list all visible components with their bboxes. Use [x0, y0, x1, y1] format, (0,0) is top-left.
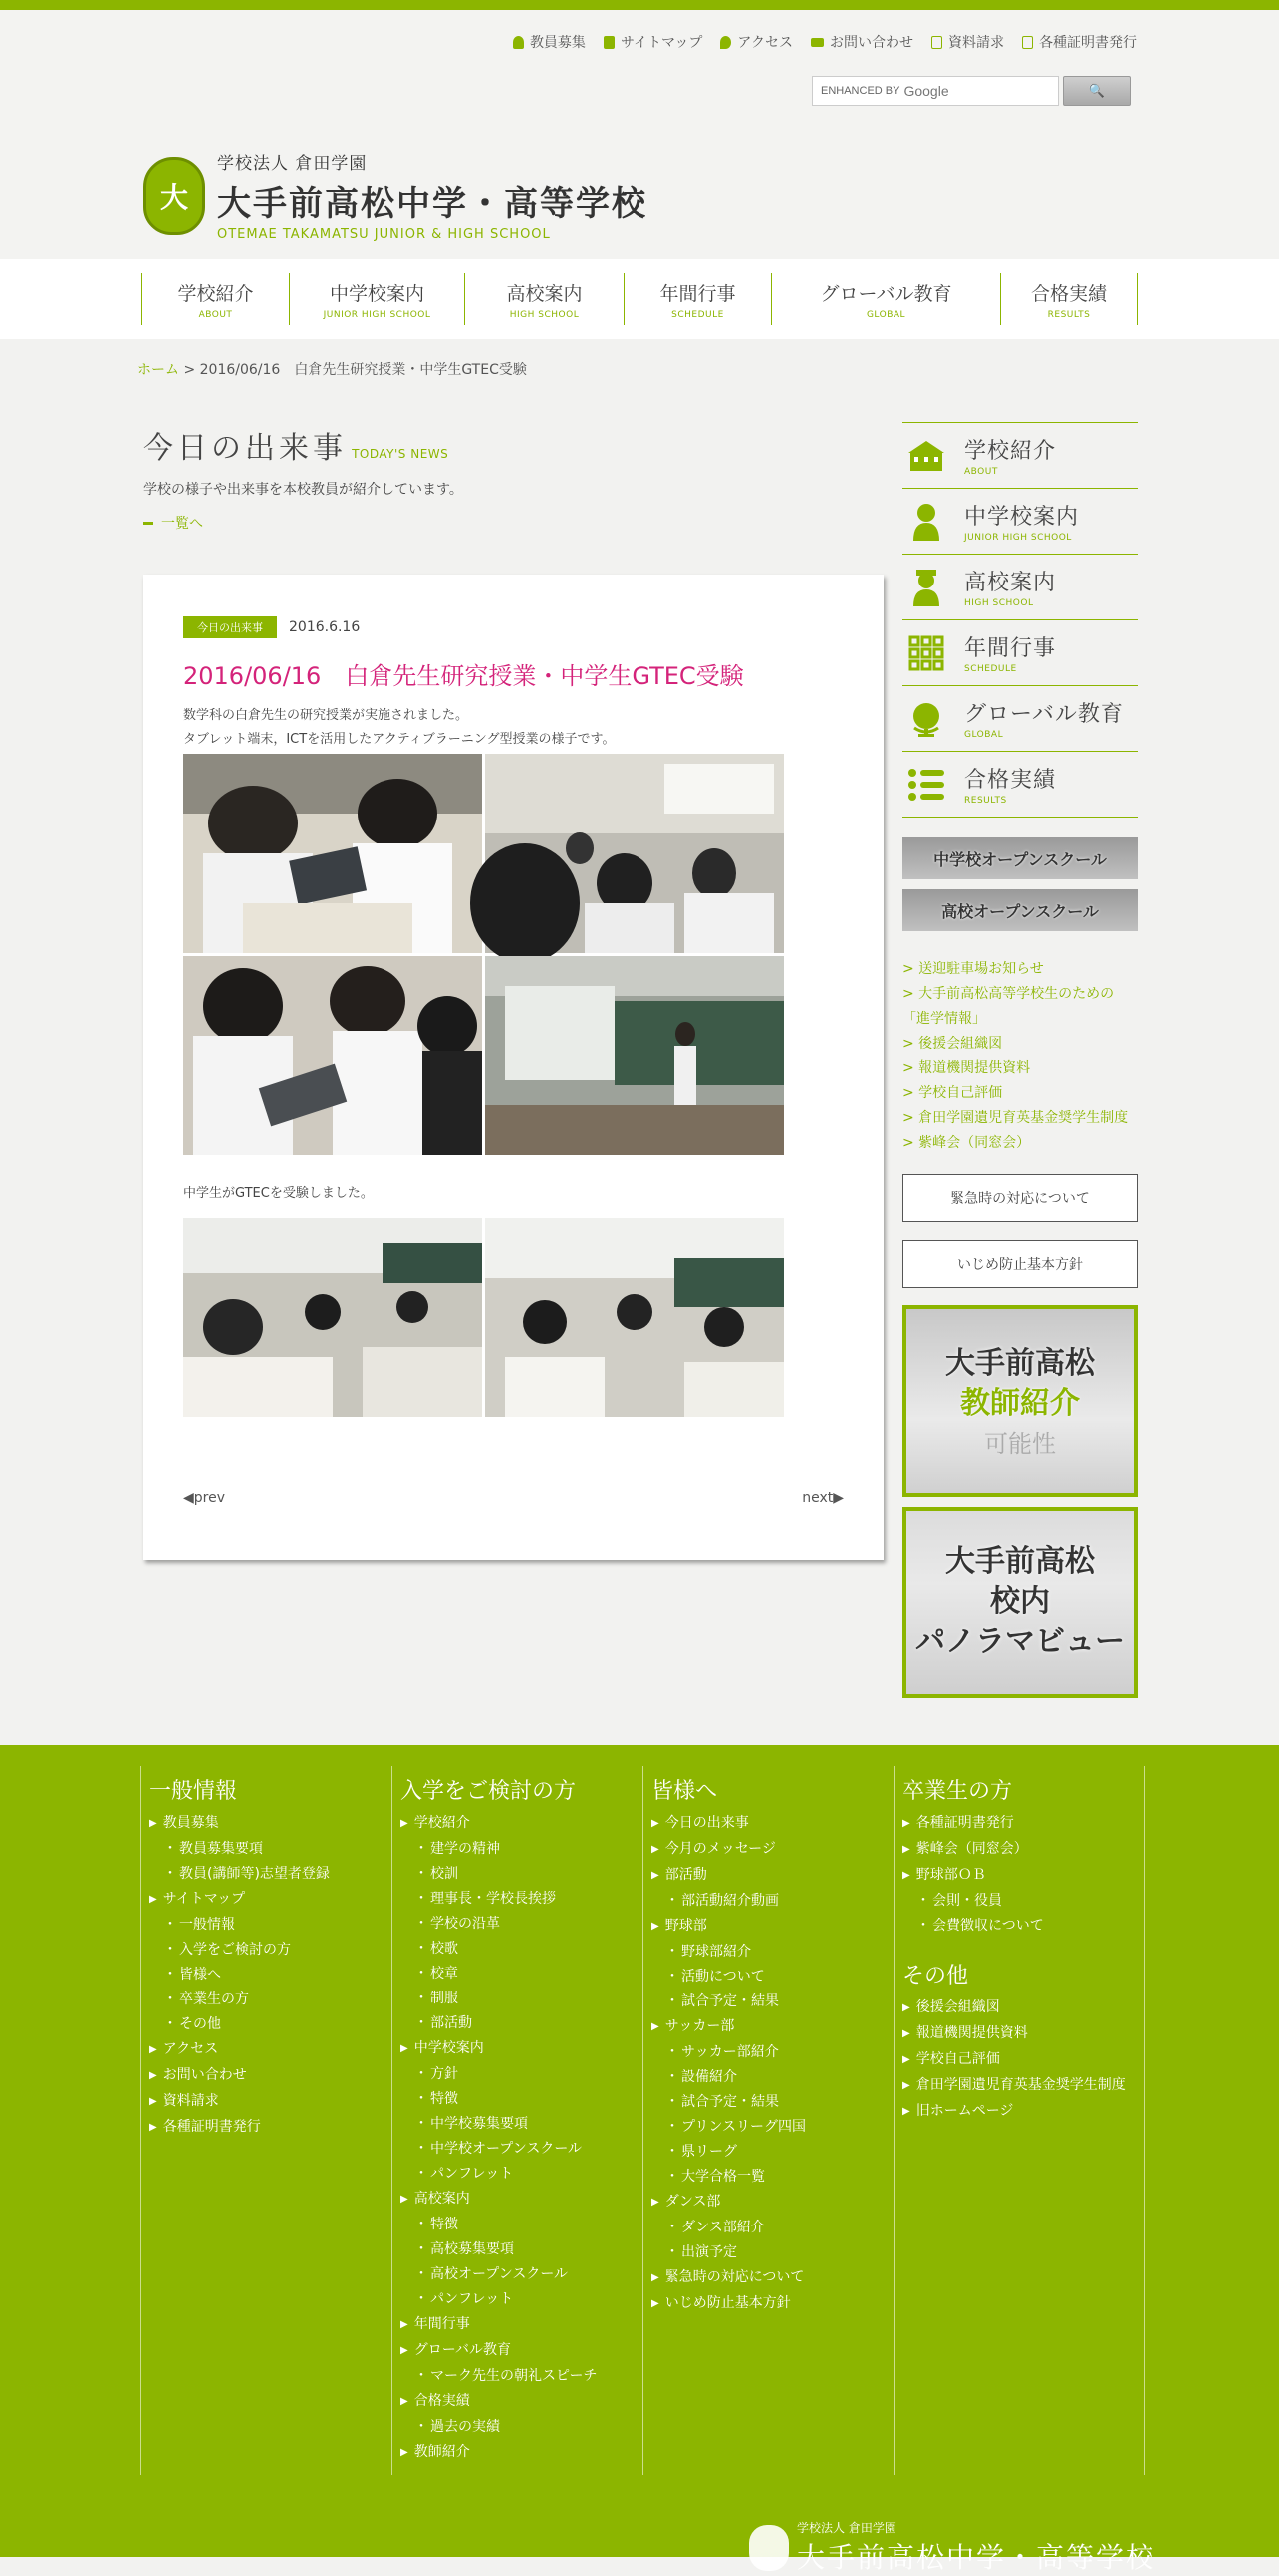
logo-title: 大手前高松中学・高等学校 — [217, 184, 647, 224]
footer-link[interactable]: ・ 大学合格一覧 — [651, 2165, 894, 2190]
article-paragraph: 中学生がGTECを受験しました。 — [183, 1186, 374, 1201]
side-item-results[interactable] — [902, 752, 1138, 818]
footer-link[interactable]: ・ 中学校募集要項 — [400, 2112, 642, 2137]
footer-link[interactable]: ▶ 報道機関提供資料 — [902, 2021, 1144, 2047]
footer-logo-subtitle: 学校法人 倉田学園 — [797, 2521, 896, 2535]
list-icon — [906, 765, 946, 805]
gnav-label: 中学校案内 — [329, 282, 424, 305]
side-item-label: 高校案内 — [964, 571, 1057, 595]
prev-link[interactable]: ◀prev — [183, 1490, 225, 1506]
footer-link[interactable]: ・ 部活動紹介動画 — [651, 1889, 894, 1914]
footer-link[interactable]: ・ 一般情報 — [149, 1913, 391, 1938]
footer-link[interactable]: ▶ サッカー部 — [651, 2014, 894, 2040]
footer-link[interactable]: ・ 中学校オープンスクール — [400, 2137, 642, 2162]
util-link-recruit[interactable] — [513, 32, 586, 52]
crest-letter: 大 — [159, 180, 188, 214]
dash-icon — [143, 522, 153, 525]
footer-link[interactable]: ・ 入学をご検討の方 — [149, 1938, 391, 1963]
footer-link[interactable]: ・ 校歌 — [400, 1937, 642, 1962]
footer-link[interactable]: ▶ 教師紹介 — [400, 2440, 642, 2465]
footer-heading: 皆様へ — [651, 1779, 718, 1804]
back-label: 一覧へ — [161, 516, 203, 532]
side-link[interactable]: > 紫峰会（同窓会） — [902, 1135, 1031, 1151]
footer-link[interactable]: ▶ ダンス部 — [651, 2190, 894, 2216]
photo-tablet-lesson-2[interactable] — [183, 956, 482, 1155]
util-label: 各種証明書発行 — [1039, 35, 1137, 51]
side-item-label-en: JUNIOR HIGH SCHOOL — [964, 533, 1072, 543]
side-link[interactable]: > 報道機関提供資料 — [902, 1060, 1031, 1076]
footer-link[interactable]: ▶ 倉田学園遺児育英基金奨学生制度 — [902, 2073, 1144, 2099]
util-label: 教員募集 — [529, 35, 586, 51]
footer-link[interactable]: ・ マーク先生の朝礼スピーチ — [400, 2364, 642, 2389]
footer-link[interactable]: ▶ 教員募集 — [149, 1811, 391, 1837]
footer-link[interactable]: ・ 方針 — [400, 2062, 642, 2087]
footer-link[interactable]: ・ 出演予定 — [651, 2240, 894, 2265]
footer-link[interactable]: ▶ お問い合わせ — [149, 2063, 391, 2089]
footer-link[interactable]: ▶ 部活動 — [651, 1863, 894, 1889]
global-nav — [0, 259, 1279, 339]
gnav-label: グローバル教育 — [820, 282, 952, 305]
footer-link[interactable]: ▶ 各種証明書発行 — [902, 1811, 1144, 1837]
gnav-label: 学校紹介 — [177, 282, 254, 305]
banner-line: パノラマビュー — [915, 1624, 1125, 1659]
logo-english: OTEMAE TAKAMATSU JUNIOR & HIGH SCHOOL — [217, 227, 551, 242]
side-item-label: 学校紹介 — [964, 439, 1057, 464]
search-brand: Google — [903, 83, 949, 99]
breadcrumb-current: 2016/06/16 白倉先生研究授業・中学生GTEC受験 — [199, 362, 527, 378]
footer-link[interactable]: ・ 高校オープンスクール — [400, 2262, 642, 2287]
footer-link[interactable]: ・ 高校募集要項 — [400, 2237, 642, 2262]
side-item-label: 年間行事 — [964, 636, 1057, 661]
util-link-brochure[interactable] — [931, 32, 1004, 52]
category-badge[interactable]: 今日の出来事 — [183, 616, 277, 638]
side-item-label-en: HIGH SCHOOL — [964, 598, 1034, 608]
footer-link[interactable]: ・ 過去の実績 — [400, 2415, 642, 2440]
footer-link[interactable]: ・ 県リーグ — [651, 2140, 894, 2165]
footer-link[interactable]: ・ 設備紹介 — [651, 2065, 894, 2090]
footer-link[interactable]: ・ 会則・役員 — [902, 1889, 1144, 1914]
banner-line: 教師紹介 — [960, 1385, 1080, 1421]
side-item-schedule[interactable] — [902, 620, 1138, 686]
footer-link[interactable]: ・ 会費徴収について — [902, 1914, 1144, 1939]
util-link-access[interactable] — [720, 32, 793, 52]
side-link[interactable]: > 後援会組織図 — [902, 1036, 1003, 1052]
section-header — [143, 423, 463, 499]
footer-link[interactable]: ・ 卒業生の方 — [149, 1988, 391, 2012]
mail-icon — [811, 38, 824, 47]
footer-link[interactable]: ・ サッカー部紹介 — [651, 2040, 894, 2065]
footer-heading: その他 — [902, 1964, 969, 1989]
photo-gtec-exam-2[interactable] — [485, 1218, 784, 1417]
junior-open-school-button[interactable]: 中学校オープンスクール — [902, 837, 1138, 879]
footer-link[interactable]: ・ 活動について — [651, 1965, 894, 1990]
calendar-grid-icon — [906, 633, 946, 673]
site-header — [0, 10, 1279, 259]
side-link[interactable]: > 大手前高松高等学校生のための — [902, 986, 1115, 1002]
banner-line: 校内 — [990, 1584, 1050, 1619]
breadcrumb-home[interactable]: ホーム — [137, 362, 179, 378]
footer-column — [642, 1766, 894, 2475]
side-item-label-en: SCHEDULE — [964, 664, 1017, 674]
site-search — [812, 76, 1131, 106]
site-footer — [0, 1745, 1279, 2574]
footer-link[interactable]: ・ 試合予定・結果 — [651, 2090, 894, 2115]
footer-link[interactable]: ・ パンフレット — [400, 2162, 642, 2187]
footer-link[interactable]: ・ パンフレット — [400, 2287, 642, 2312]
search-placeholder: ENHANCED BY — [821, 85, 900, 97]
student-icon — [906, 502, 946, 542]
util-label: 資料請求 — [948, 35, 1004, 51]
globe-icon — [906, 699, 946, 739]
gnav-item-schedule[interactable] — [624, 273, 771, 325]
footer-link[interactable]: ▶ 紫峰会（同窓会） — [902, 1837, 1144, 1863]
school-building-icon — [906, 436, 946, 476]
footer-link[interactable]: ・ 野球部紹介 — [651, 1940, 894, 1965]
photo-grid-lesson — [183, 754, 784, 1155]
search-button[interactable] — [1063, 76, 1131, 106]
footer-link[interactable]: ▶ 野球部ＯＢ — [902, 1863, 1144, 1889]
footer-heading: 一般情報 — [149, 1779, 238, 1804]
footer-link[interactable]: ▶ 旧ホームページ — [902, 2099, 1144, 2125]
section-title-en: TODAY'S NEWS — [352, 447, 449, 461]
footer-link[interactable]: ▶ 高校案内 — [400, 2187, 642, 2213]
side-item-label: 合格実績 — [964, 768, 1057, 793]
footer-column — [391, 1766, 642, 2475]
gnav-label-en: GLOBAL — [866, 309, 906, 320]
certificate-icon — [1022, 36, 1033, 49]
section-description: 学校の様子や出来事を本校教員が紹介しています。 — [143, 482, 463, 498]
map-pin-icon — [720, 36, 731, 49]
side-item-label-en: GLOBAL — [964, 730, 1004, 740]
article-paragraph: 数学科の白倉先生の研究授業が実施されました。 — [183, 708, 469, 723]
footer-link[interactable]: ▶ いじめ防止基本方針 — [651, 2291, 894, 2317]
footer-link[interactable]: ▶ 後援会組織図 — [902, 1995, 1144, 2021]
sitemap-icon — [604, 36, 615, 49]
footer-link[interactable]: ・ 特徴 — [400, 2087, 642, 2112]
sidebar — [902, 422, 1138, 1698]
side-item-label: 中学校案内 — [964, 505, 1080, 530]
banner-line: 可能性 — [984, 1429, 1056, 1458]
gnav-label-en: HIGH SCHOOL — [509, 309, 580, 320]
utility-nav — [513, 32, 1137, 52]
gnav-item-about[interactable] — [141, 273, 289, 325]
side-links — [902, 957, 1138, 1156]
footer-link[interactable]: ・ 校訓 — [400, 1862, 642, 1887]
footer-link[interactable]: ・ 教員募集要項 — [149, 1837, 391, 1862]
util-link-certificate[interactable] — [1022, 32, 1137, 52]
gnav-label-en: RESULTS — [1047, 309, 1091, 320]
banner-line: 大手前高松 — [945, 1345, 1095, 1381]
article-card — [143, 575, 884, 1560]
footer-link[interactable]: ▶ 中学校案内 — [400, 2036, 642, 2062]
gnav-label-en: ABOUT — [198, 309, 233, 320]
footer-link[interactable]: ・ 試合予定・結果 — [651, 1990, 894, 2014]
footer-link[interactable]: ・ その他 — [149, 2012, 391, 2037]
footer-column — [894, 1766, 1145, 2475]
school-crest-icon — [143, 157, 205, 235]
footer-link[interactable]: ▶ グローバル教育 — [400, 2338, 642, 2364]
article-text-1 — [183, 704, 615, 752]
breadcrumb — [137, 359, 527, 379]
gnav-label-en: SCHEDULE — [671, 309, 724, 320]
util-link-contact[interactable] — [811, 32, 913, 52]
side-item-junior[interactable] — [902, 489, 1138, 555]
footer-columns — [140, 1766, 1145, 2475]
footer-link[interactable]: ▶ サイトマップ — [149, 1887, 391, 1913]
student-cap-icon — [906, 568, 946, 607]
footer-link[interactable]: ▶ 各種証明書発行 — [149, 2115, 391, 2141]
gnav-label: 合格実績 — [1030, 282, 1107, 305]
footer-link[interactable]: ・ プリンスリーグ四国 — [651, 2115, 894, 2140]
side-item-label-en: RESULTS — [964, 796, 1007, 806]
logo-subtitle: 学校法人 倉田学園 — [217, 154, 368, 174]
footer-link[interactable]: ・ 特徴 — [400, 2213, 642, 2237]
banner-line: 大手前高松 — [945, 1544, 1095, 1579]
back-to-list-link[interactable] — [143, 513, 203, 533]
gnav-item-junior[interactable] — [289, 273, 464, 325]
search-icon: 🔍 — [1088, 83, 1106, 99]
footer-link[interactable]: ・ 校章 — [400, 1962, 642, 1987]
side-link[interactable]: 「進学情報」 — [902, 1011, 986, 1027]
util-label: お問い合わせ — [830, 35, 913, 51]
side-item-about[interactable] — [902, 423, 1138, 489]
side-item-label-en: ABOUT — [964, 467, 998, 477]
footer-link[interactable]: ・ 制服 — [400, 1987, 642, 2011]
search-input[interactable] — [812, 76, 1059, 106]
util-label: アクセス — [737, 35, 793, 51]
next-link[interactable]: next▶ — [802, 1490, 844, 1506]
photo-teacher-board[interactable] — [485, 956, 784, 1155]
top-accent-bar — [0, 0, 1279, 10]
side-link[interactable]: > 学校自己評価 — [902, 1085, 1003, 1101]
high-open-school-button[interactable]: 高校オープンスクール — [902, 889, 1138, 931]
breadcrumb-separator: > — [179, 362, 200, 378]
util-link-sitemap[interactable] — [604, 32, 702, 52]
photo-grid-gtec — [183, 1218, 784, 1417]
footer-logo[interactable] — [749, 2519, 1155, 2576]
footer-link[interactable]: ・ 部活動 — [400, 2011, 642, 2036]
footer-link[interactable]: ▶ 野球部 — [651, 1914, 894, 1940]
gnav-item-results[interactable] — [1000, 273, 1138, 325]
article-paragraph: タブレット端末，ICTを活用したアクティブラーニング型授業の様子です。 — [183, 732, 616, 747]
article-title: 2016/06/16 白倉先生研究授業・中学生GTEC受験 — [183, 662, 744, 690]
footer-link[interactable]: ・ 理事長・学校長挨拶 — [400, 1887, 642, 1912]
footer-heading: 入学をご検討の方 — [400, 1779, 577, 1804]
footer-link[interactable]: ▶ 年間行事 — [400, 2312, 642, 2338]
footer-link[interactable]: ・ 学校の沿革 — [400, 1912, 642, 1937]
side-link[interactable]: > 倉田学園遺児育英基金奨学生制度 — [902, 1110, 1129, 1126]
person-icon — [513, 36, 524, 49]
section-title: 今日の出来事 — [143, 431, 347, 466]
footer-link[interactable]: ▶ アクセス — [149, 2037, 391, 2063]
site-logo[interactable] — [143, 149, 647, 242]
footer-column — [140, 1766, 391, 2475]
anti-bullying-button[interactable]: いじめ防止基本方針 — [902, 1240, 1138, 1288]
side-menu — [902, 422, 1138, 818]
panorama-view-banner[interactable] — [902, 1507, 1138, 1698]
footer-link[interactable]: ▶ 緊急時の対応について — [651, 2265, 894, 2291]
school-crest-icon — [749, 2525, 789, 2571]
document-icon — [931, 36, 942, 49]
footer-link[interactable]: ・ 建学の精神 — [400, 1837, 642, 1862]
side-item-high[interactable] — [902, 555, 1138, 620]
footer-heading: 卒業生の方 — [902, 1779, 1013, 1804]
gnav-item-high[interactable] — [464, 273, 624, 325]
article-date: 2016.6.16 — [289, 619, 361, 635]
photo-tablet-lesson-1[interactable] — [183, 754, 482, 953]
photo-classroom-1[interactable] — [485, 754, 784, 953]
footer-link[interactable]: ▶ 学校自己評価 — [902, 2047, 1144, 2073]
footer-link[interactable]: ▶ 今日の出来事 — [651, 1811, 894, 1837]
footer-link[interactable]: ・ 皆様へ — [149, 1963, 391, 1988]
gnav-item-global[interactable] — [771, 273, 1000, 325]
photo-gtec-exam-1[interactable] — [183, 1218, 482, 1417]
footer-link[interactable]: ▶ 資料請求 — [149, 2089, 391, 2115]
gnav-label: 年間行事 — [659, 282, 736, 305]
side-item-label: グローバル教育 — [964, 702, 1124, 727]
gnav-label-en: JUNIOR HIGH SCHOOL — [323, 309, 431, 320]
footer-link[interactable]: ▶ 合格実績 — [400, 2389, 642, 2415]
util-label: サイトマップ — [620, 35, 703, 51]
footer-link[interactable]: ▶ 学校紹介 — [400, 1811, 642, 1837]
footer-link[interactable]: ・ 教員(講師等)志望者登録 — [149, 1862, 391, 1887]
teacher-intro-banner[interactable] — [902, 1305, 1138, 1497]
side-item-global[interactable] — [902, 686, 1138, 752]
emergency-response-button[interactable]: 緊急時の対応について — [902, 1174, 1138, 1222]
footer-logo-title: 大手前高松中学・高等学校 — [797, 2541, 1156, 2574]
footer-link[interactable]: ▶ 今月のメッセージ — [651, 1837, 894, 1863]
side-link[interactable]: > 送迎駐車場お知らせ — [902, 961, 1044, 977]
gnav-label: 高校案内 — [506, 282, 583, 305]
footer-link[interactable]: ・ ダンス部紹介 — [651, 2216, 894, 2240]
article-meta — [183, 616, 360, 638]
